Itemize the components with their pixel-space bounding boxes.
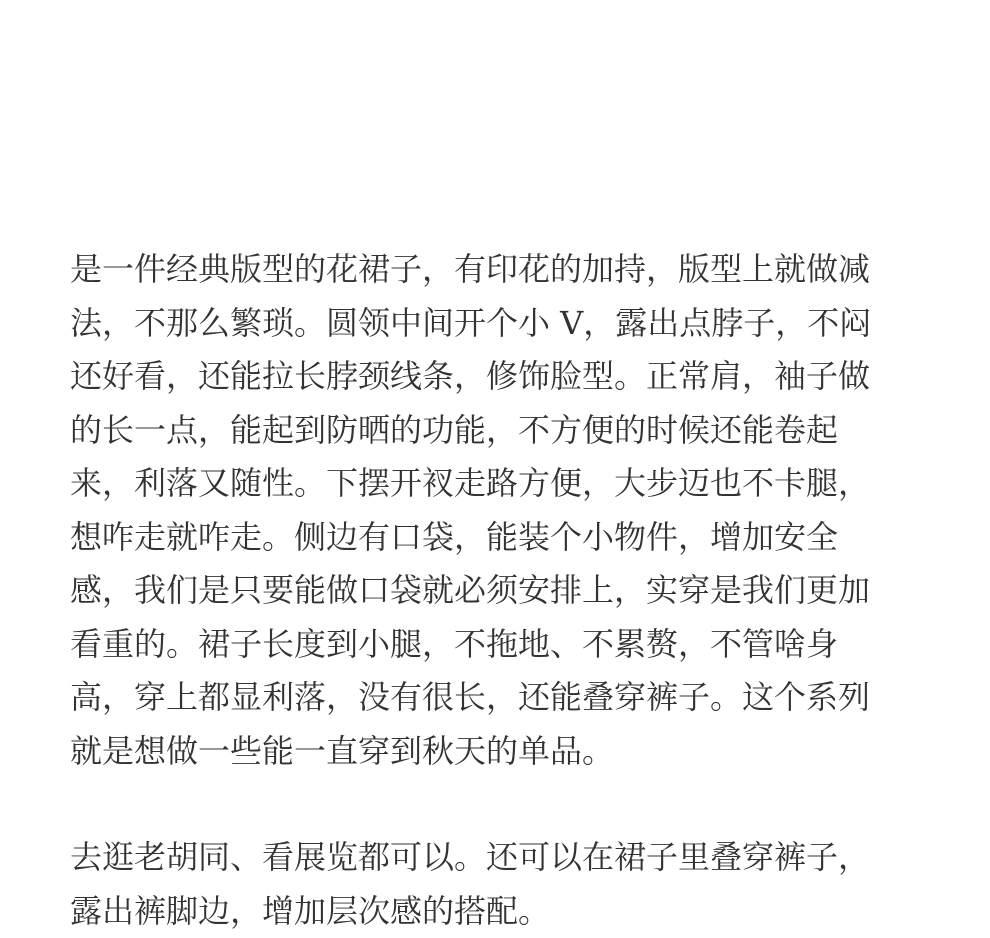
- paragraph-1: [70, 243, 930, 778]
- text-line: 的长一点，能起到防晒的功能，不方便的时候还能卷起: [70, 404, 930, 458]
- text-line: 高，穿上都显利落，没有很长，还能叠穿裤子。这个系列: [70, 671, 930, 725]
- paragraph-2: [70, 831, 930, 938]
- text-line: 看重的。裙子长度到小腿，不拖地、不累赘，不管啥身: [70, 618, 930, 672]
- text-line: 法，不那么繁琐。圆领中间开个小 V，露出点脖子，不闷: [70, 297, 930, 351]
- article-body: [70, 243, 930, 938]
- text-line: 想咋走就咋走。侧边有口袋，能装个小物件，增加安全: [70, 511, 930, 565]
- text-line: 是一件经典版型的花裙子，有印花的加持，版型上就做减: [70, 243, 930, 297]
- paragraph-spacer: [70, 778, 930, 831]
- text-line: 露出裤脚边，增加层次感的搭配。: [70, 885, 930, 938]
- text-line: 去逛老胡同、看展览都可以。还可以在裙子里叠穿裤子，: [70, 831, 930, 885]
- text-line: 感，我们是只要能做口袋就必须安排上，实穿是我们更加: [70, 564, 930, 618]
- text-line: 就是想做一些能一直穿到秋天的单品。: [70, 725, 930, 779]
- text-line: 还好看，还能拉长脖颈线条，修饰脸型。正常肩，袖子做: [70, 350, 930, 404]
- text-line: 来，利落又随性。下摆开衩走路方便，大步迈也不卡腿，: [70, 457, 930, 511]
